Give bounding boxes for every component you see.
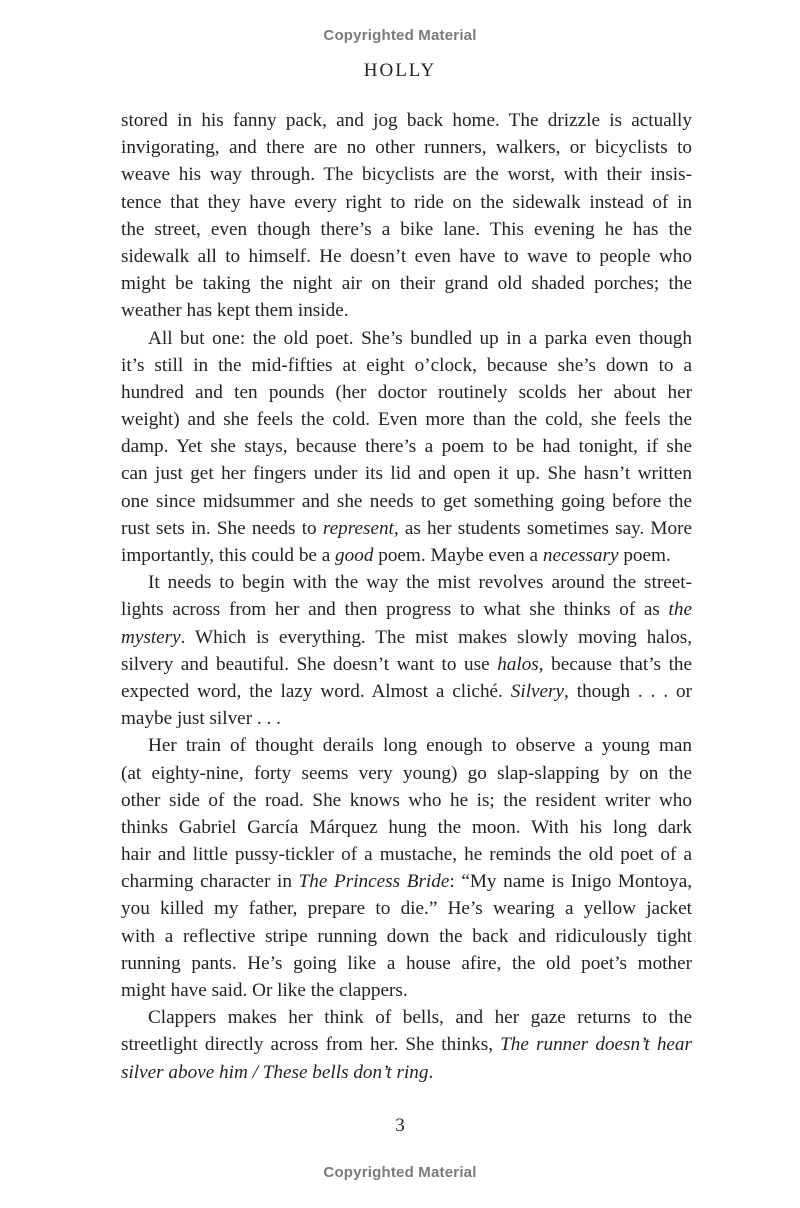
italic-text: Silvery [510, 680, 565, 702]
italic-text: The runner doesn’t hear [500, 1034, 692, 1056]
italic-text: silver above him / These bells don’t ring [121, 1061, 429, 1083]
paragraph [121, 325, 692, 570]
text-segment: All but one: the old poet. She’s bundled up in a parka even though [148, 327, 692, 349]
text-line [121, 923, 692, 950]
text-line [121, 569, 692, 596]
text-line [121, 596, 692, 623]
copyright-watermark-top: Copyrighted Material [323, 27, 477, 44]
text-segment: , though . . . or [564, 680, 692, 702]
text-segment: one since midsummer and she needs to get something going before the [121, 490, 692, 512]
italic-text: The Princess Bride [298, 871, 450, 893]
italic-text: good [335, 545, 374, 566]
text-line [121, 760, 692, 787]
text-line [121, 243, 692, 270]
text-segment: it’s still in the mid-fifties at eight o’clock, because she’s down to a [121, 354, 692, 376]
text-line [121, 1031, 692, 1058]
text-segment: hair and little pussy-tickler of a mustache, he reminds the old poet of a [121, 844, 692, 866]
paragraph [121, 732, 692, 1004]
text-segment: , because that’s the [538, 653, 693, 675]
text-line [121, 542, 692, 569]
text-line [121, 488, 692, 515]
text-line [121, 189, 692, 216]
text-segment: expected word, the lazy word. Almost a cliché. [121, 680, 511, 702]
text-segment: weather has kept them inside. [121, 300, 349, 322]
text-line [121, 460, 692, 487]
text-segment: invigorating, and there are no other runners, walkers, or bicyclists to [121, 137, 692, 159]
text-segment: poem. Maybe even a [373, 545, 543, 566]
text-segment: weight) and she feels the cold. Even more than the cold, she feels the [121, 409, 692, 431]
text-segment: : “My name is Inigo Montoya, [449, 871, 693, 893]
text-line [121, 732, 692, 759]
running-head: HOLLY [363, 60, 437, 81]
text-line [121, 814, 692, 841]
text-segment: tence that they have every right to ride on the sidewalk instead of in [121, 191, 692, 213]
text-segment: poem. [618, 545, 671, 566]
text-segment: . [428, 1061, 434, 1083]
text-line [121, 787, 692, 814]
text-segment: might have said. Or like the clappers. [121, 980, 408, 1001]
text-segment: Clappers makes her think of bells, and her gaze returns to the [148, 1007, 692, 1029]
text-line [121, 895, 692, 922]
text-segment: damp. Yet she stays, because there’s a poem to be had tonight, if she [121, 436, 692, 458]
text-segment: running pants. He’s going like a house afire, the old poet’s mother [121, 952, 692, 974]
text-line [121, 297, 692, 324]
text-segment: lights across from her and then progress to what she thinks of as [121, 599, 669, 621]
text-line [121, 325, 692, 352]
text-line [121, 433, 692, 460]
italic-text: necessary [542, 545, 619, 566]
text-line [121, 950, 692, 977]
text-segment: weave his way through. The bicyclists are the worst, with their insis- [121, 164, 692, 186]
text-segment: the street, even though there’s a bike lane. This evening he has the [121, 218, 692, 240]
text-segment: , as her students sometimes say. More [393, 517, 692, 539]
text-segment: with a reflective stripe running down the back and ridiculously tight [121, 925, 692, 947]
text-segment: charming character in [121, 871, 299, 893]
text-line [121, 678, 692, 705]
text-segment: hundred and ten pounds (her doctor routinely scolds her about her [121, 381, 692, 403]
text-line [121, 1059, 692, 1086]
text-line [121, 868, 692, 895]
text-segment: silvery and beautiful. She doesn’t want to use [121, 653, 498, 675]
text-line [121, 406, 692, 433]
text-line [121, 515, 692, 542]
text-segment: stored in his fanny pack, and jog back home. The drizzle is actually [121, 110, 692, 131]
text-line [121, 651, 692, 678]
text-segment: rust sets in. She needs to [121, 517, 323, 539]
text-segment: you killed my father, prepare to die.” He’s wearing a yellow jacket [121, 898, 692, 920]
text-line [121, 379, 692, 406]
text-line [121, 1004, 692, 1031]
text-line [121, 216, 692, 243]
text-segment: It needs to begin with the way the mist revolves around the street- [148, 572, 692, 594]
text-line [121, 161, 692, 188]
text-segment: importantly, this could be a [121, 545, 336, 566]
text-line [121, 624, 692, 651]
paragraph [121, 107, 692, 325]
text-line [121, 134, 692, 161]
copyright-watermark-bottom: Copyrighted Material [323, 1164, 477, 1181]
text-segment: maybe just silver . . . [121, 708, 281, 730]
text-segment: might be taking the night air on their grand old shaded porches; the [121, 273, 692, 295]
text-segment: streetlight directly across from her. She thinks, [121, 1034, 501, 1056]
italic-text: mystery [121, 626, 181, 648]
text-segment: other side of the road. She knows who he is; the resident writer who [121, 789, 692, 811]
text-line [121, 841, 692, 868]
text-line [121, 977, 692, 1004]
text-segment: sidewalk all to himself. He doesn’t even have to wave to people who [121, 245, 692, 267]
page-number: 3 [395, 1115, 405, 1136]
body-text [121, 107, 692, 1086]
italic-text: represent [322, 517, 394, 539]
text-segment: Her train of thought derails long enough to observe a young man [148, 735, 692, 757]
text-segment: can just get her fingers under its lid and open it up. She hasn’t written [121, 463, 692, 485]
text-line [121, 270, 692, 297]
text-line [121, 352, 692, 379]
paragraph [121, 1004, 692, 1086]
italic-text: halos [497, 653, 539, 675]
text-line [121, 107, 692, 134]
italic-text: the [668, 599, 692, 621]
paragraph [121, 569, 692, 732]
text-segment: thinks Gabriel García Márquez hung the moon. With his long dark [121, 816, 692, 838]
text-segment: . Which is everything. The mist makes slowly moving halos, [180, 626, 692, 648]
text-segment: (at eighty-nine, forty seems very young) go slap-slapping by on the [121, 762, 692, 784]
text-line [121, 705, 692, 732]
